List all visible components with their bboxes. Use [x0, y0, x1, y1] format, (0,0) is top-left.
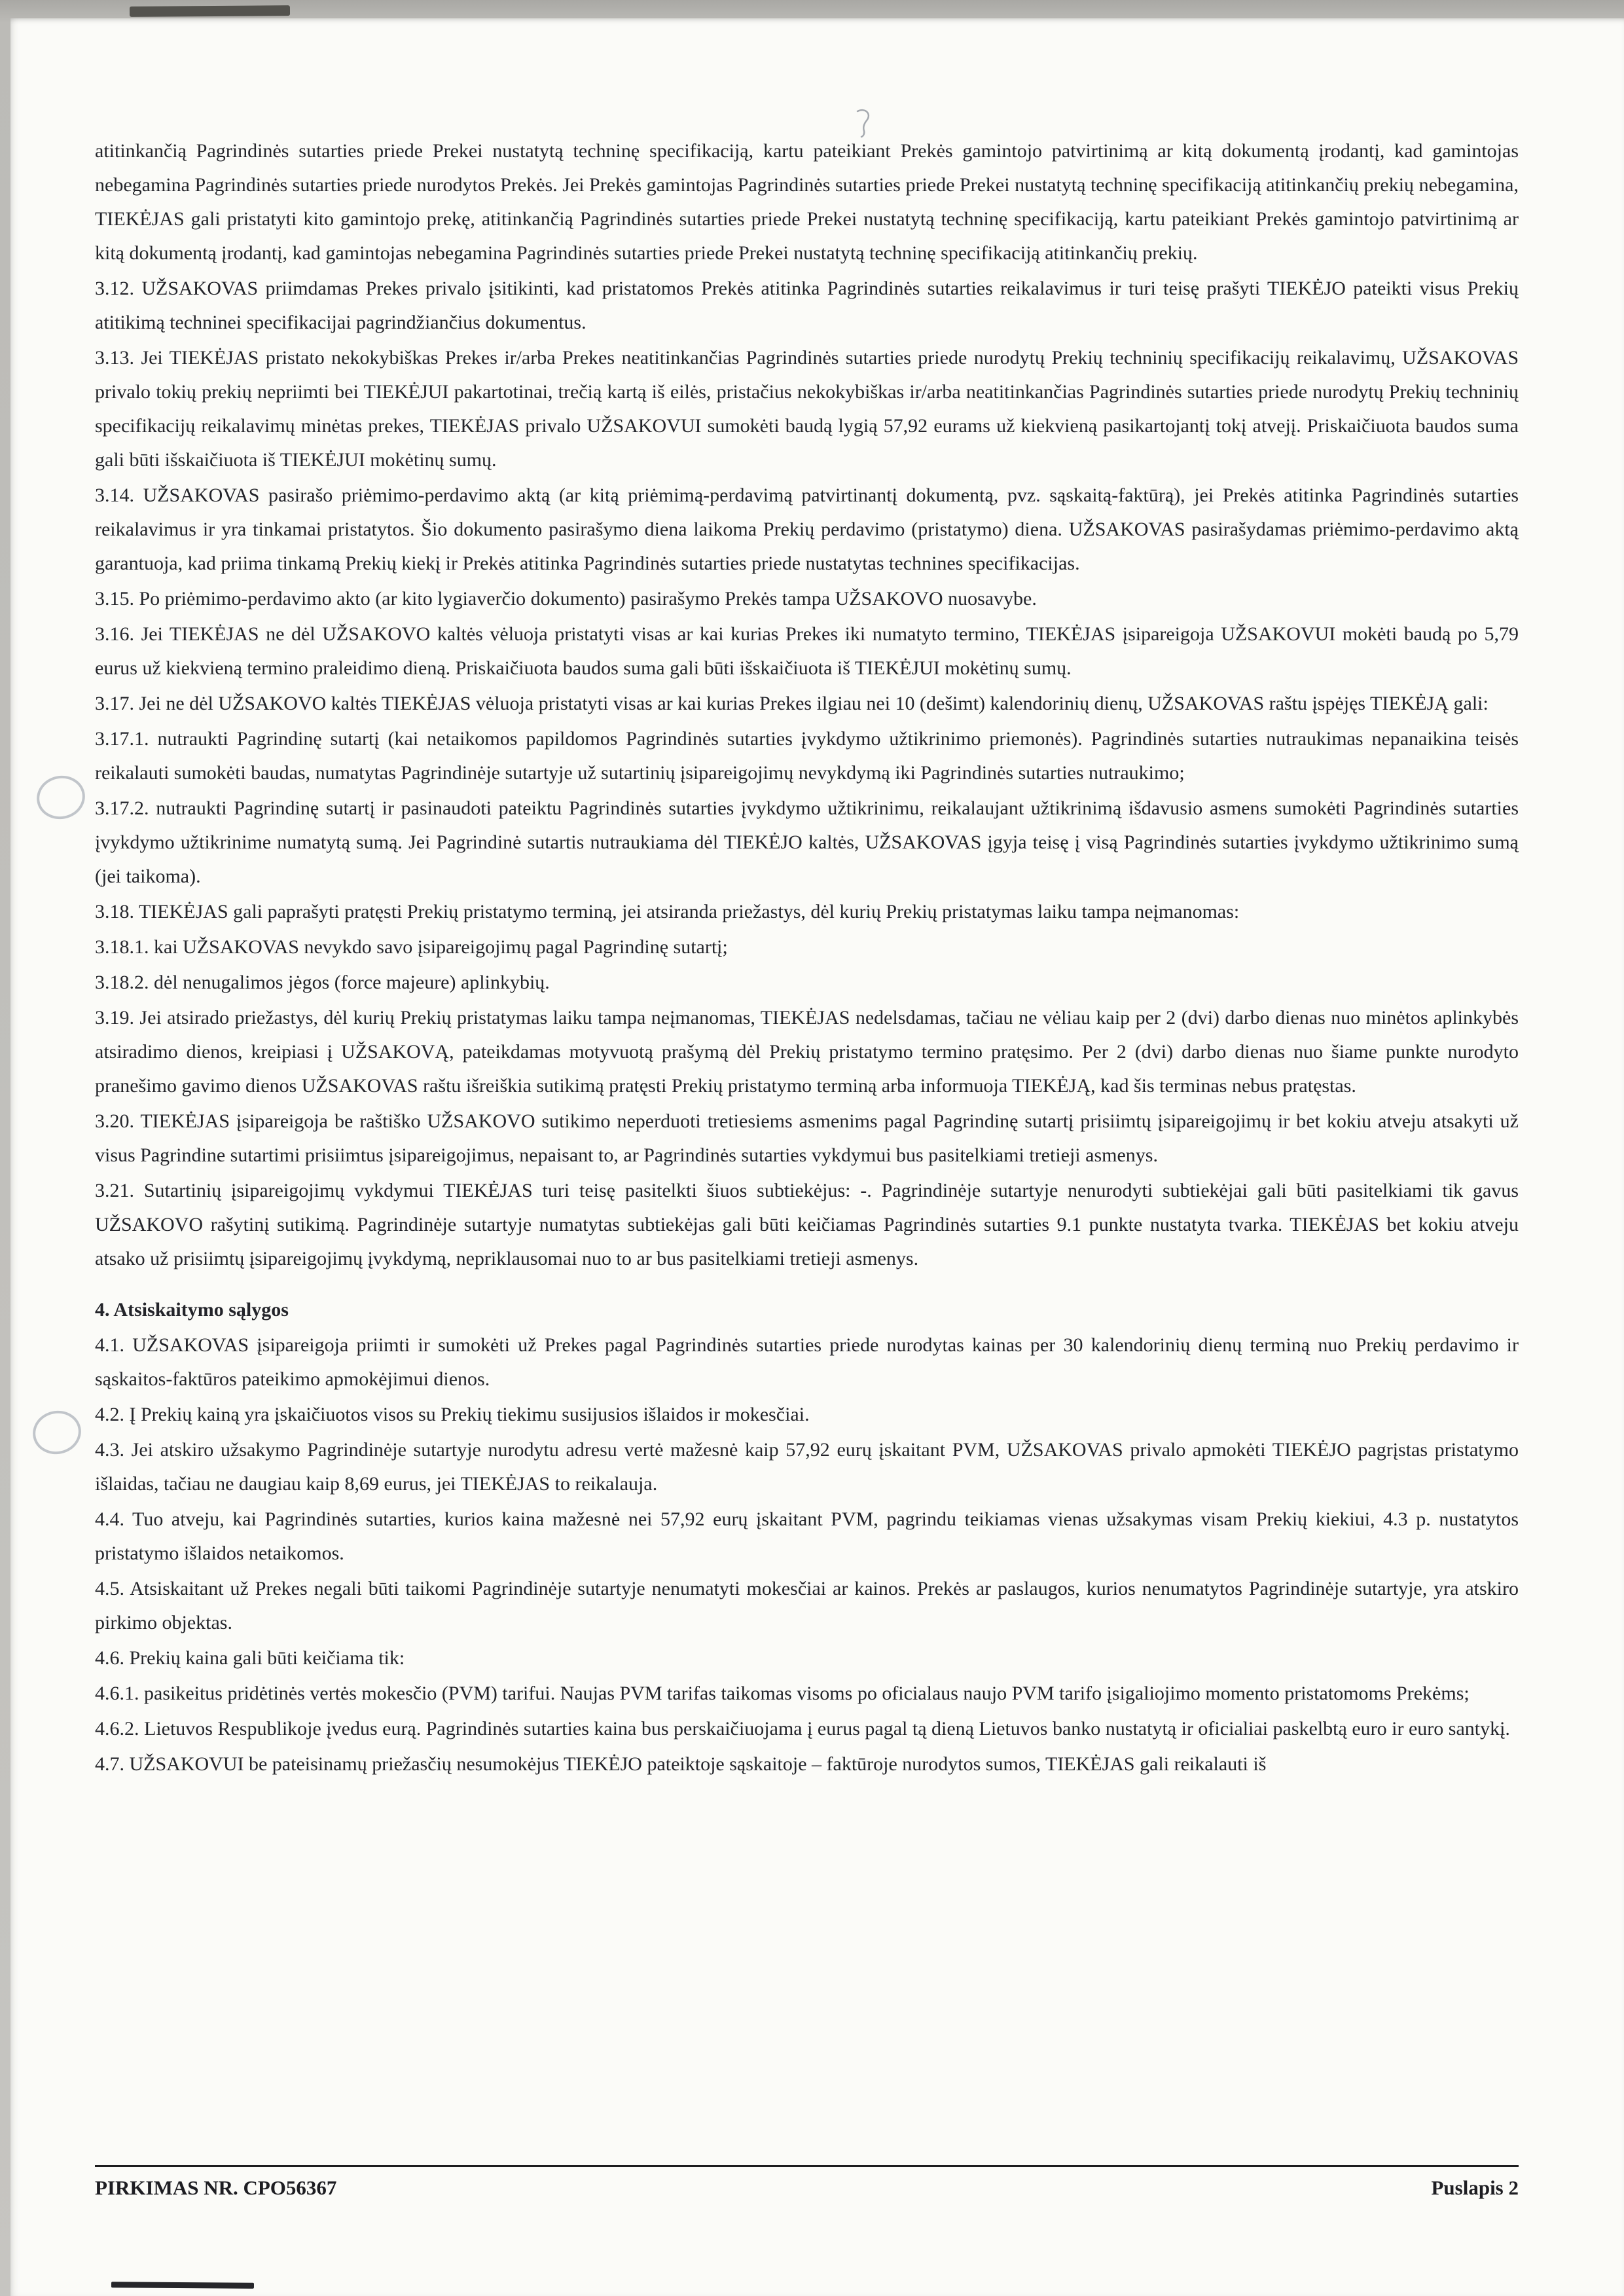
paragraph: 3.19. Jei atsirado priežastys, dėl kurių Prekių pristatymas laiku tampa neįmanomas, TIEKĖJAS nedelsdamas, tačiau ne vėliau kaip per 2 (dvi) darbo dienas nuo minėtos aplinkybės atsiradimo dienos, kreipiasi į UŽSAKOVĄ, pateikdamas motyvuotą prašymą dėl Prekių pristatymo termino pratęsimo. Per 2 (dvi) darbo dienas nuo šiame punkte nurodyto pranešimo gavimo dienos UŽSAKOVAS raštu išreiškia sutikimą pratęsti Prekių pristatymo terminą arba informuoja TIEKĖJĄ, kad šis terminas nebus pratęstas.	[95, 1007, 1519, 1097]
paragraph: 3.18.1. kai UŽSAKOVAS nevykdo savo įsipareigojimų pagal Pagrindinę sutartį;	[95, 936, 728, 958]
paragraph: 4.1. UŽSAKOVAS įsipareigoja priimti ir sumokėti už Prekes pagal Pagrindinės sutarties priede nurodytas kainas per 30 kalendorinių dienų terminą nuo Prekių perdavimo ir sąskaitos-faktūros pateikimo apmokėjimui dienos.	[95, 1334, 1519, 1390]
clause-number: 4.5.	[95, 1578, 130, 1599]
page-footer	[95, 2165, 1519, 2200]
paragraph: 3.18. TIEKĖJAS gali paprašyti pratęsti Prekių pristatymo terminą, jei atsiranda priežastys, dėl kurių Prekių pristatymas laiku tampa neįmanomas:	[95, 901, 1240, 922]
clause-number: 3.15.	[95, 588, 139, 610]
paragraph: 4.6.2. Lietuvos Respublikoje įvedus eurą. Pagrindinės sutarties kaina bus perskaičiuojama į eurus pagal tą dieną Lietuvos banko nustatytą ir oficialiai paskelbtą euro ir euro santykį.	[95, 1718, 1510, 1740]
clause-number: 3.17.1.	[95, 728, 158, 750]
scanner-artifact-top	[130, 5, 290, 17]
paragraph: 4.6.1. pasikeitus pridėtinės vertės mokesčio (PVM) tarifui. Naujas PVM tarifas taikomas visoms po oficialaus naujo PVM tarifo įsigaliojimo momento pristatomoms Prekėms;	[95, 1683, 1470, 1704]
paragraph: 4.3. Jei atskiro užsakymo Pagrindinėje sutartyje nurodytu adresu vertė mažesnė kaip 57,92 eurų įskaitant PVM, UŽSAKOVAS privalo apmokėti TIEKĖJO pagrįstas pristatymo išlaidas, tačiau ne daugiau kaip 8,69 eurus, jei TIEKĖJAS to reikalauja.	[95, 1439, 1519, 1495]
scanner-artifact-bottom	[111, 2282, 254, 2289]
paragraph: 3.14. UŽSAKOVAS pasirašo priėmimo-perdavimo aktą (ar kitą priėmimą-perdavimą patvirtinantį dokumentą, pvz. sąskaitą-faktūrą), jei Prekės atitinka Pagrindinės sutarties reikalavimus ir yra tinkamai pristatytos. Šio dokumento pasirašymo diena laikoma Prekių perdavimo (pristatymo) diena. UŽSAKOVAS pasirašydamas priėmimo-perdavimo aktą garantuoja, kad priima tinkamą Prekių kiekį ir Prekės atitinka Pagrindinės sutarties priede nustatytas technines specifikacijas.	[95, 484, 1519, 574]
clause-number: 4.6.2.	[95, 1718, 144, 1740]
document-body	[95, 134, 1519, 1783]
paragraph: 3.18.2. dėl nenugalimos jėgos (force majeure) aplinkybių.	[95, 972, 550, 993]
clause-number: 3.12.	[95, 278, 142, 299]
paragraph: 4.5. Atsiskaitant už Prekes negali būti taikomi Pagrindinėje sutartyje nenumatyti mokesčiai ar kainos. Prekės ar paslaugos, kurios nenumatytos Pagrindinėje sutartyje, yra atskiro pirkimo objektas.	[95, 1578, 1519, 1633]
clause-number: 4.3.	[95, 1439, 132, 1461]
paper	[10, 18, 1624, 2296]
section-heading: 4. Atsiskaitymo sąlygos	[95, 1299, 289, 1321]
paragraph: 3.15. Po priėmimo-perdavimo akto (ar kito lygiaverčio dokumento) pasirašymo Prekės tampa UŽSAKOVO nuosavybe.	[95, 588, 1037, 610]
clause-number: 4.	[95, 1299, 114, 1321]
clause-number: 4.7.	[95, 1753, 130, 1775]
clause-number: 4.6.1.	[95, 1683, 144, 1704]
clause-number: 3.21.	[95, 1180, 144, 1201]
paragraph: 4.2. Į Prekių kainą yra įskaičiuotos visos su Prekių tiekimu susijusios išlaidos ir mokesčiai.	[95, 1404, 810, 1425]
paragraph: 4.6. Prekių kaina gali būti keičiama tik:	[95, 1647, 405, 1669]
paragraph: 4.7. UŽSAKOVUI be pateisinamų priežasčių nesumokėjus TIEKĖJO pateiktoje sąskaitoje – faktūroje nurodytos sumos, TIEKĖJAS gali reikalauti iš	[95, 1753, 1267, 1775]
document-number: PIRKIMAS NR. CPO56367	[95, 2176, 337, 2199]
clause-number: 3.13.	[95, 347, 141, 369]
paragraph: 3.17.1. nutraukti Pagrindinę sutartį (kai netaikomos papildomos Pagrindinės sutarties įvykdymo užtikrinimo priemonės). Pagrindinės sutarties nutraukimas nepanaikina teisės reikalauti sumokėti baudas, numatytas Pagrindinėje sutartyje už sutartinių įsipareigojimų nevykdymą iki Pagrindinės sutarties nutraukimo;	[95, 728, 1519, 784]
paragraph: 3.20. TIEKĖJAS įsipareigoja be raštiško UŽSAKOVO sutikimo neperduoti tretiesiems asmenims pagal Pagrindinę sutartį prisiimtų įsipareigojimų ir bet kokiu atveju atsakyti už visus Pagrindine sutartimi prisiimtus įsipareigojimus, nepaisant to, ar Pagrindinės sutarties vykdymui bus pasitelkiami tretieji asmenys.	[95, 1110, 1519, 1166]
clause-number: 3.16.	[95, 623, 141, 645]
clause-number: 3.17.2.	[95, 797, 156, 819]
clause-number: 3.18.	[95, 901, 139, 922]
clause-number: 3.18.1.	[95, 936, 154, 958]
paragraph: 3.13. Jei TIEKĖJAS pristato nekokybiškas Prekes ir/arba Prekes neatitinkančias Pagrindinės sutarties priede nurodytų Prekių techninių specifikacijų reikalavimų, UŽSAKOVAS privalo tokių prekių nepriimti bei TIEKĖJUI pakartotinai, trečią kartą iš eilės, pristačius nekokybiškas ir/arba neatitinkančias Pagrindinės sutarties priede nurodytų Prekių techninių specifikacijų reikalavimų minėtas prekes, TIEKĖJAS privalo UŽSAKOVUI sumokėti baudą lygią 57,92 eurams už kiekvieną pasikartojantį tokį atvejį. Priskaičiuota baudos suma gali būti išskaičiuota iš TIEKĖJUI mokėtinų sumų.	[95, 347, 1519, 471]
clause-number: 4.6.	[95, 1647, 130, 1669]
paragraph: 3.17.2. nutraukti Pagrindinę sutartį ir pasinaudoti pateiktu Pagrindinės sutarties įvykdymo užtikrinimu, reikalaujant užtikrinimą išdavusio asmens sumokėti Pagrindinės sutarties įvykdymo užtikrinime numatytą sumą. Jei Pagrindinė sutartis nutraukiama dėl TIEKĖJO kaltės, UŽSAKOVAS įgyja teisę į visą Pagrindinės sutarties įvykdymo užtikrinimo sumą (jei taikoma).	[95, 797, 1519, 887]
hole-punch-mark	[29, 1406, 85, 1459]
clause-number: 4.2.	[95, 1404, 130, 1425]
paragraph: 3.17. Jei ne dėl UŽSAKOVO kaltės TIEKĖJAS vėluoja pristatyti visas ar kai kurias Prekes ilgiau nei 10 (dešimt) kalendorinių dienų, UŽSAKOVAS raštu įspėjęs TIEKĖJĄ gali:	[95, 693, 1489, 714]
clause-number: 4.1.	[95, 1334, 133, 1356]
clause-number: 3.18.2.	[95, 972, 154, 993]
paragraph: atitinkančią Pagrindinės sutarties priede Prekei nustatytą techninę specifikaciją, kartu pateikiant Prekės gamintojo patvirtinimą ar kitą dokumentą įrodantį, kad gamintojas nebegamina Pagrindinės sutarties priede nurodytos Prekės. Jei Prekės gamintojas Pagrindinės sutarties priede Prekei nustatytą techninę specifikaciją atitinkančių prekių nebegamina, TIEKĖJAS gali pristatyti kito gamintojo prekę, atitinkančią Pagrindinės sutarties priede Prekei nustatytą techninę specifikaciją, kartu pateikiant Prekės gamintojo patvirtinimą ar kitą dokumentą įrodantį, kad gamintojas nebegamina Pagrindinės sutarties priede Prekei nustatytą techninę specifikaciją atitinkančių prekių.	[95, 140, 1519, 264]
clause-number: 3.14.	[95, 484, 143, 506]
paragraph: 3.21. Sutartinių įsipareigojimų vykdymui TIEKĖJAS turi teisę pasitelkti šiuos subtiekėjus: -. Pagrindinėje sutartyje nenurodyti subtiekėjai gali būti pasitelkiami tik gavus UŽSAKOVO rašytinį sutikimą. Pagrindinėje sutartyje numatytas subtiekėjas gali būti keičiamas Pagrindinės sutarties 9.1 punkte nustatyta tvarka. TIEKĖJAS bet kokiu atveju atsako už prisiimtų įsipareigojimų įvykdymą, nepriklausomai nuo to ar bus pasitelkiami tretieji asmenys.	[95, 1180, 1519, 1269]
clause-number: 3.17.	[95, 693, 139, 714]
clause-number: 3.20.	[95, 1110, 141, 1132]
clause-number: 4.4.	[95, 1508, 133, 1530]
page-number: Puslapis 2	[1431, 2176, 1519, 2199]
hole-punch-mark	[33, 771, 89, 824]
paragraph: 3.16. Jei TIEKĖJAS ne dėl UŽSAKOVO kaltės vėluoja pristatyti visas ar kai kurias Prekes iki numatyto termino, TIEKĖJAS įsipareigoja UŽSAKOVUI mokėti baudą po 5,79 eurus už kiekvieną termino praleidimo dieną. Priskaičiuota baudos suma gali būti išskaičiuota iš TIEKĖJUI mokėtinų sumų.	[95, 623, 1519, 679]
clause-number: 3.19.	[95, 1007, 140, 1029]
paragraph: 3.12. UŽSAKOVAS priimdamas Prekes privalo įsitikinti, kad pristatomos Prekės atitinka Pagrindinės sutarties reikalavimus ir turi teisę prašyti TIEKĖJO pateikti visus Prekių atitikimą techninei specifikacijai pagrindžiančius dokumentus.	[95, 278, 1519, 333]
paragraph: 4.4. Tuo atveju, kai Pagrindinės sutarties, kurios kaina mažesnė nei 57,92 eurų įskaitant PVM, pagrindu teikiamas vienas užsakymas visam Prekių kiekiui, 4.3 p. nustatytos pristatymo išlaidos netaikomos.	[95, 1508, 1519, 1564]
